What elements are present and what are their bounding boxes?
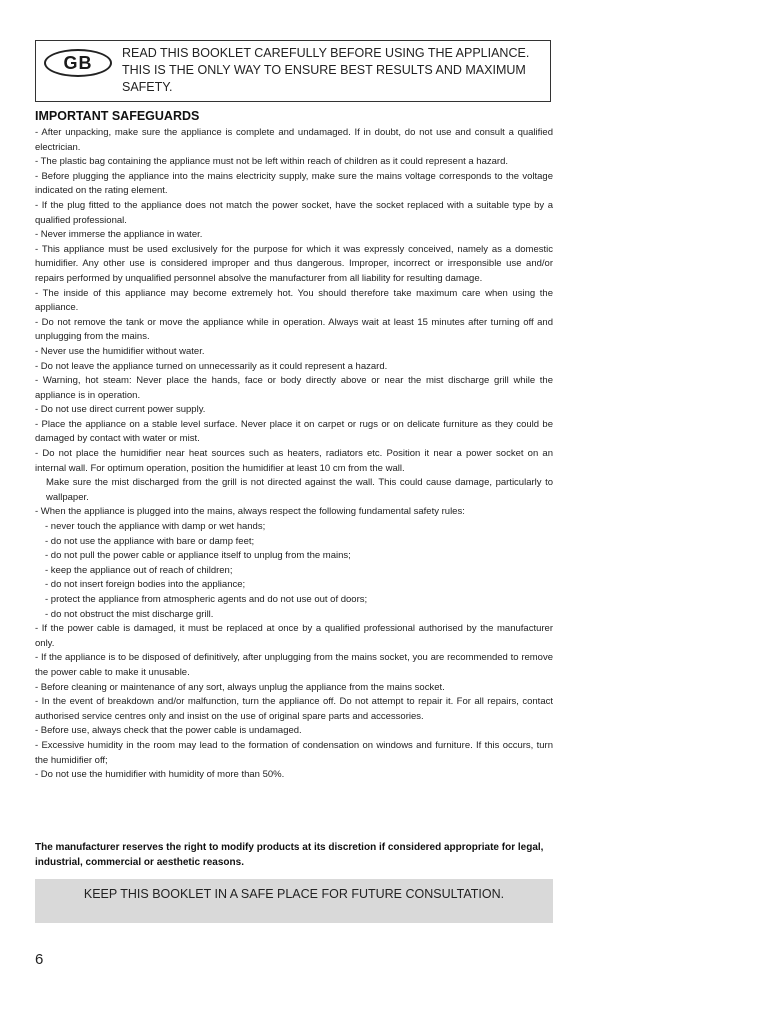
language-badge: GB [44, 49, 112, 77]
footer-note: KEEP THIS BOOKLET IN A SAFE PLACE FOR FUTURE CONSULTATION. [83, 887, 505, 901]
safeguard-item-continuation: Make sure the mist discharged from the grill is not directed against the wall. This could cause damage, particularly to wallpaper. [46, 477, 553, 503]
manufacturer-disclaimer: The manufacturer reserves the right to modify products at its discretion if considered appropriate for legal, industrial, commercial or aesthetic reasons. [35, 842, 544, 868]
safeguard-item: - Warning, hot steam: Never place the hands, face or body directly above or near the mist discharge grill while the appliance is in operation. [35, 375, 553, 401]
safeguard-item: - Do not leave the appliance turned on unnecessarily as it could represent a hazard. [35, 360, 388, 372]
header-warning-text [122, 45, 542, 96]
safeguard-item: - Do not use direct current power supply. [35, 404, 206, 416]
safeguard-item: - Before cleaning or maintenance of any sort, always unplug the appliance from the mains socket. [35, 681, 445, 693]
safety-rule-subitem: - do not use the appliance with bare or damp feet; [45, 535, 255, 547]
header-line: SAFETY. [122, 80, 173, 94]
safety-rule-subitem: - protect the appliance from atmospheric agents and do not use out of doors; [45, 594, 368, 605]
safeguard-item: - Do not place the humidifier near heat sources such as heaters, radiators etc. Position it near a power socket on an internal wall. For optimum operation, position the humidifier at least 10 cm from the wall. [35, 448, 553, 474]
footer-note-box [35, 879, 553, 923]
safeguard-item: - The plastic bag containing the appliance must not be left within reach of children as it could represent a hazard. [35, 156, 508, 168]
safeguard-item: - After unpacking, make sure the appliance is complete and undamaged. If in doubt, do not use and consult a qualified electrician. [35, 127, 553, 153]
safeguard-item: - Never immerse the appliance in water. [35, 229, 203, 241]
safeguard-item: - Excessive humidity in the room may lead to the formation of condensation on windows and furniture. If this occurs, turn the humidifier off; [35, 739, 553, 766]
safeguard-item: - Place the appliance on a stable level surface. Never place it on carpet or rugs or on delicate furniture as they could be damaged by contact with water or mist. [35, 418, 553, 445]
safeguard-item: - Never use the humidifier without water. [35, 345, 205, 357]
warning-header-box [35, 40, 551, 102]
header-line: THIS IS THE ONLY WAY TO ENSURE BEST RESULTS AND MAXIMUM [122, 63, 526, 77]
safeguard-item: - If the appliance is to be disposed of definitively, after unplugging from the mains socket, you are recommended to remove the power cable to make it unusable. [35, 652, 553, 678]
safety-rule-subitem: - never touch the appliance with damp or wet hands; [45, 521, 266, 533]
safeguard-item: - In the event of breakdown and/or malfunction, turn the appliance off. Do not attempt to repair it. For all repairs, contact authorised service centres only and insist on the use of original spare parts and accessories. [35, 696, 553, 722]
safeguards-list [35, 126, 553, 783]
safety-rule-subitem: - keep the appliance out of reach of children; [45, 564, 233, 576]
safeguard-item: - Do not use the humidifier with humidity of more than 50%. [35, 769, 285, 781]
header-line: READ THIS BOOKLET CAREFULLY BEFORE USING THE APPLIANCE. [122, 46, 530, 60]
safeguard-item: - Do not remove the tank or move the appliance while in operation. Always wait at least 15 minutes after turning off and unplugging from the mains. [35, 316, 553, 343]
safeguard-item: - Before plugging the appliance into the mains electricity supply, make sure the mains voltage corresponds to the voltage indicated on the rating element. [35, 170, 553, 197]
safeguard-item: - If the power cable is damaged, it must be replaced at once by a qualified professional authorised by the manufacturer only. [35, 623, 553, 649]
section-title: IMPORTANT SAFEGUARDS [35, 109, 200, 123]
safeguard-item: - This appliance must be used exclusively for the purpose for which it was expressly conceived, namely as a domestic humidifier. Any other use is considered improper and thus dangerous. Improper, incorrect or irresponsible use and/or repairs performed by unqualified personnel absolve the manufacturer from all liability for resulting damage. [35, 243, 553, 284]
safeguard-item: - Before use, always check that the power cable is undamaged. [35, 725, 302, 737]
safeguard-item: - When the appliance is plugged into the mains, always respect the following fundamental safety rules: [35, 506, 465, 518]
safety-rule-subitem: - do not obstruct the mist discharge grill. [45, 608, 214, 620]
safety-rule-subitem: - do not insert foreign bodies into the appliance; [45, 579, 246, 591]
page-number: 6 [35, 951, 44, 968]
safety-rule-subitem: - do not pull the power cable or appliance itself to unplug from the mains; [45, 550, 351, 562]
safeguard-item: - The inside of this appliance may become extremely hot. You should therefore take maximum care when using the appliance. [35, 287, 553, 314]
safeguard-item: - If the plug fitted to the appliance does not match the power socket, have the socket replaced with a suitable type by a qualified professional. [35, 199, 553, 226]
